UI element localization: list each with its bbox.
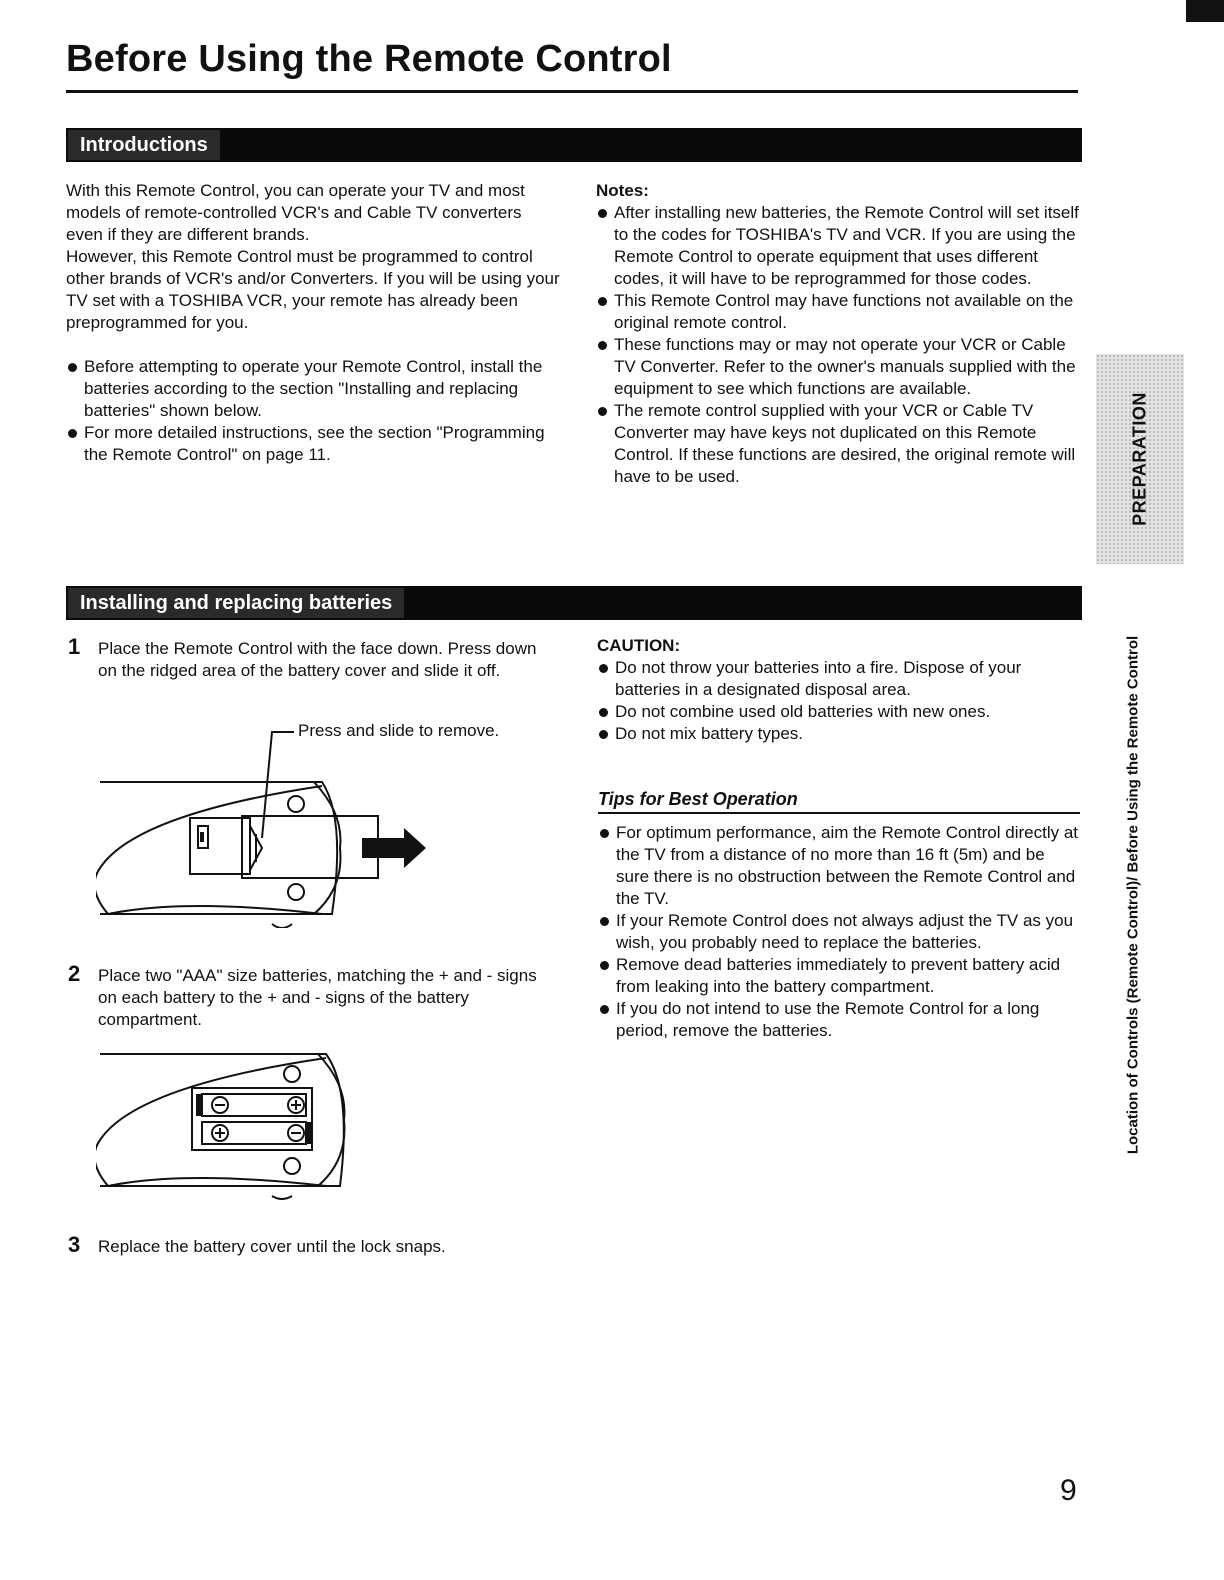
notes-column <box>596 180 1080 488</box>
intro-bullet: Before attempting to operate your Remote Control, install the batteries according to the section "Installing and replacing batteries" shown below. <box>66 356 561 422</box>
note-item: After installing new batteries, the Remote Control will set itself to the codes for TOSHIBA's TV and VCR. If you are using the Remote Control to operate equipment that uses different codes, it will have to be reprogrammed for those codes. <box>596 202 1080 290</box>
step-1 <box>68 634 548 682</box>
caution-label: CAUTION: <box>597 636 681 655</box>
step-text: Replace the battery cover until the lock snaps. <box>98 1237 446 1256</box>
corner-registration-mark <box>1186 0 1224 22</box>
running-side-title: Location of Controls (Remote Control)/ Before Using the Remote Control <box>1124 635 1142 1155</box>
intro-paragraph-2: However, this Remote Control must be programmed to control other brands of VCR's and/or Converters. If you will be using your TV set with a TOSHIBA VCR, your remote has already been preprogrammed for you. <box>66 247 560 332</box>
intro-paragraph-1: With this Remote Control, you can operate your TV and most models of remote-controlled VCR's and Cable TV converters even if they are different brands. <box>66 181 525 244</box>
intro-left-column <box>66 180 561 466</box>
caution-item: Do not throw your batteries into a fire. Dispose of your batteries in a designated disposal area. <box>597 657 1081 701</box>
tips-list <box>598 822 1080 1042</box>
batteries-heading: Installing and replacing batteries <box>68 588 404 618</box>
step-text: Place two "AAA" size batteries, matching the + and - signs on each battery to the + and - signs of the battery compartment. <box>98 966 537 1029</box>
tips-heading: Tips for Best Operation <box>598 788 1080 814</box>
caution-column <box>597 635 1081 745</box>
step-number: 1 <box>68 634 81 659</box>
tips-column <box>598 788 1080 1042</box>
batteries-header-bar <box>66 586 1082 620</box>
notes-list <box>596 202 1080 488</box>
title-rule <box>66 90 1078 93</box>
tip-item: If you do not intend to use the Remote Control for a long period, remove the batteries. <box>598 998 1080 1042</box>
tip-item: Remove dead batteries immediately to prevent battery acid from leaking into the battery compartment. <box>598 954 1080 998</box>
intro-bullet: For more detailed instructions, see the section "Programming the Remote Control" on page 11. <box>66 422 561 466</box>
figure1-callout: Press and slide to remove. <box>298 721 500 740</box>
step-text: Place the Remote Control with the face down. Press down on the ridged area of the battery cover and slide it off. <box>98 639 537 680</box>
step-number: 3 <box>68 1232 81 1257</box>
note-item: The remote control supplied with your VCR or Cable TV Converter may have keys not duplicated on this Remote Control. If these functions are desired, the original remote will have to be used. <box>596 400 1080 488</box>
page-title: Before Using the Remote Control <box>66 38 672 80</box>
caution-item: Do not combine used old batteries with new ones. <box>597 701 1081 723</box>
tip-item: For optimum performance, aim the Remote Control directly at the TV from a distance of no more than 16 ft (5m) and be sure there is no obstruction between the Remote Control and the TV. <box>598 822 1080 910</box>
intro-bullet-list <box>66 356 561 466</box>
caution-list <box>597 657 1081 745</box>
step-3 <box>68 1232 548 1258</box>
remote-cover-removal-illustration <box>96 728 436 928</box>
caution-item: Do not mix battery types. <box>597 723 1081 745</box>
introductions-header-bar <box>66 128 1082 162</box>
note-item: This Remote Control may have functions not available on the original remote control. <box>596 290 1080 334</box>
side-tab-label: PREPARATION <box>1129 392 1150 526</box>
step-2 <box>68 961 548 1031</box>
introductions-heading: Introductions <box>68 130 220 160</box>
step-number: 2 <box>68 961 81 986</box>
notes-label: Notes: <box>596 181 649 200</box>
page-number: 9 <box>1060 1474 1077 1507</box>
tip-item: If your Remote Control does not always adjust the TV as you wish, you probably need to replace the batteries. <box>598 910 1080 954</box>
battery-placement-illustration <box>96 1050 356 1200</box>
note-item: These functions may or may not operate your VCR or Cable TV Converter. Refer to the owner's manuals supplied with the equipment to see which functions are available. <box>596 334 1080 400</box>
